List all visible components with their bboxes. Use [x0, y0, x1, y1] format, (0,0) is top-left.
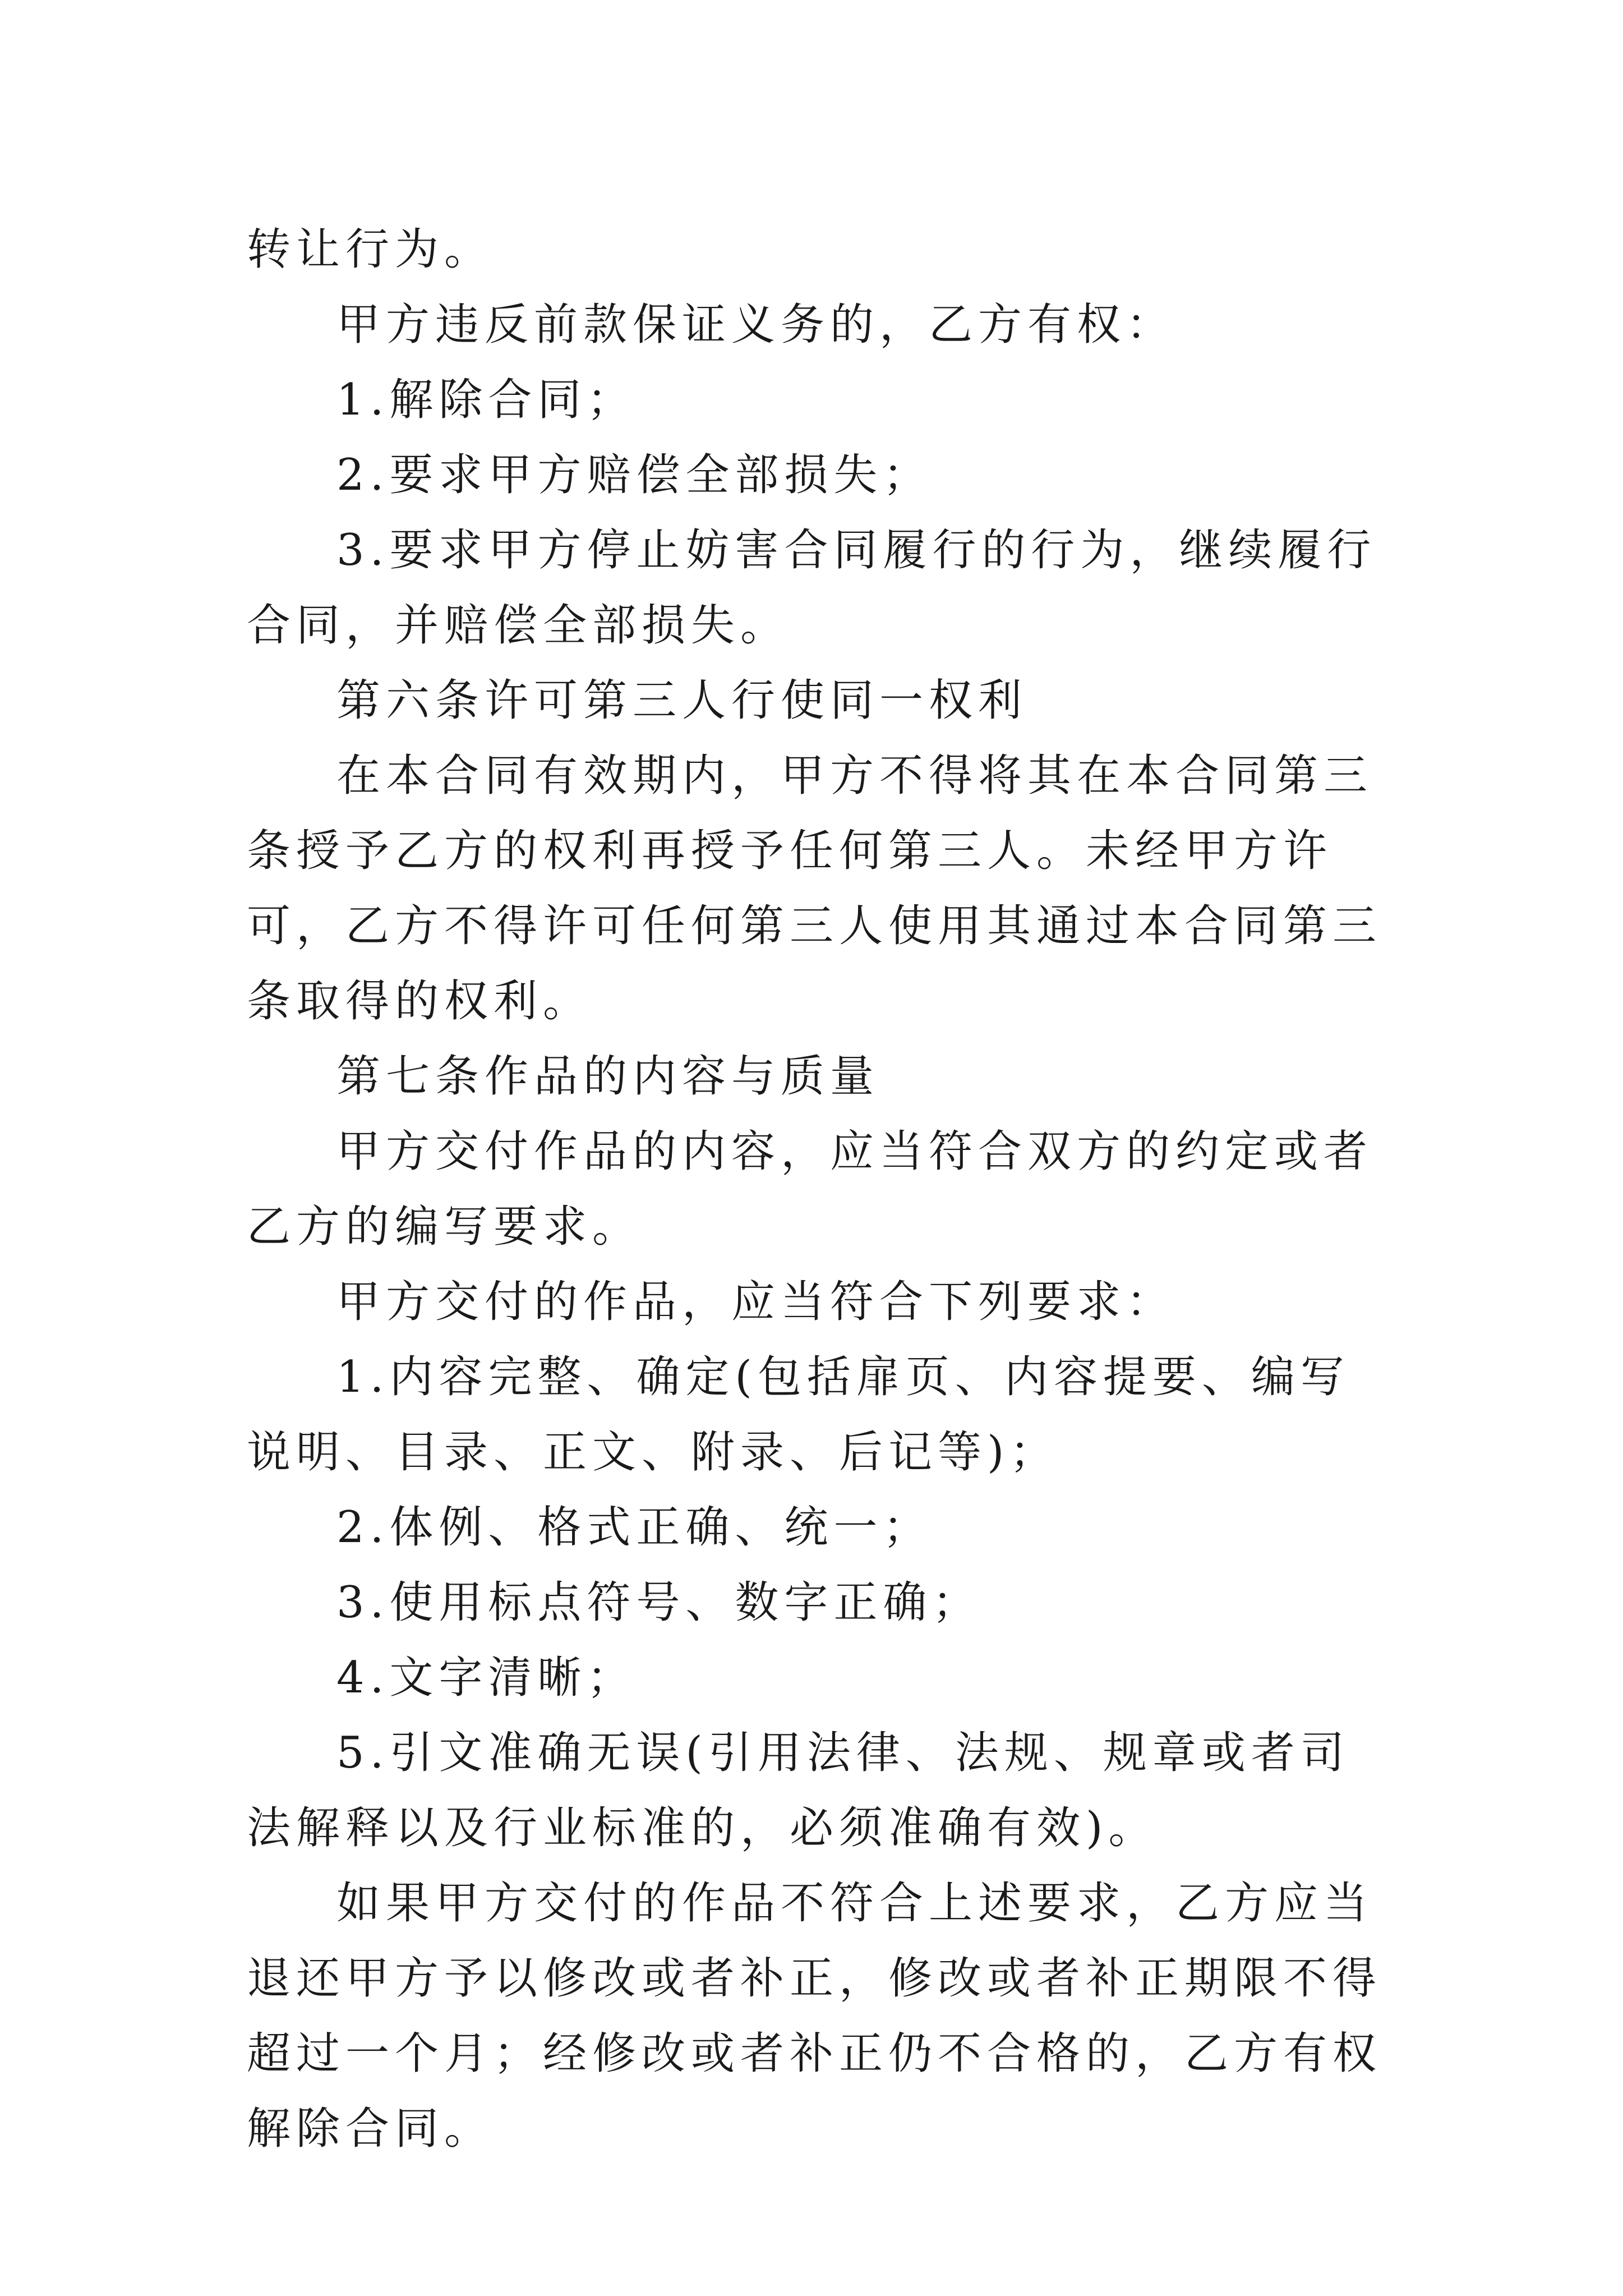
- paragraph-12: 2.体例、格式正确、统一；: [336, 1502, 933, 1553]
- paragraph-11: 1.内容完整、确定(包括扉页、内容提要、编写说明、目录、正文、附录、后记等)；: [247, 1352, 1350, 1478]
- paragraph-9: 甲方交付作品的内容，应当符合双方的约定或者乙方的编写要求。: [247, 1126, 1373, 1252]
- paragraph-3: 1.解除合同；: [336, 375, 637, 425]
- paragraph-2: 甲方违反前款保证义务的，乙方有权：: [336, 300, 1176, 350]
- paragraph-10: 甲方交付的作品，应当符合下列要求：: [336, 1277, 1176, 1327]
- section-heading-article-6: 第六条许可第三人行使同一权利: [336, 675, 1028, 726]
- section-heading-article-7: 第七条作品的内容与质量: [336, 1051, 880, 1102]
- paragraph-4: 2.要求甲方赔偿全部损失；: [336, 450, 933, 500]
- paragraph-13: 3.使用标点符号、数字正确；: [336, 1577, 982, 1628]
- paragraph-14: 4.文字清晰；: [336, 1653, 637, 1703]
- paragraph-5: 3.要求甲方停止妨害合同履行的行为，继续履行合同，并赔偿全部损失。: [247, 525, 1377, 651]
- paragraph-15: 5.引文准确无误(引用法律、法规、规章或者司法解释以及行业标准的，必须准确有效)。: [247, 1728, 1350, 1853]
- paragraph-7: 在本合同有效期内，甲方不得将其在本合同第三条授予乙方的权利再授予任何第三人。未经甲方许可，乙方不得许可任何第三人使用其通过本合同第三条取得的权利。: [247, 751, 1382, 1027]
- paragraph-1: 转让行为。: [247, 224, 494, 275]
- document-body: [247, 212, 1391, 2166]
- paragraph-16: 如果甲方交付的作品不符合上述要求，乙方应当退还甲方予以修改或者补正，修改或者补正期限不得超过一个月；经修改或者补正仍不合格的，乙方有权解除合同。: [247, 1878, 1382, 2154]
